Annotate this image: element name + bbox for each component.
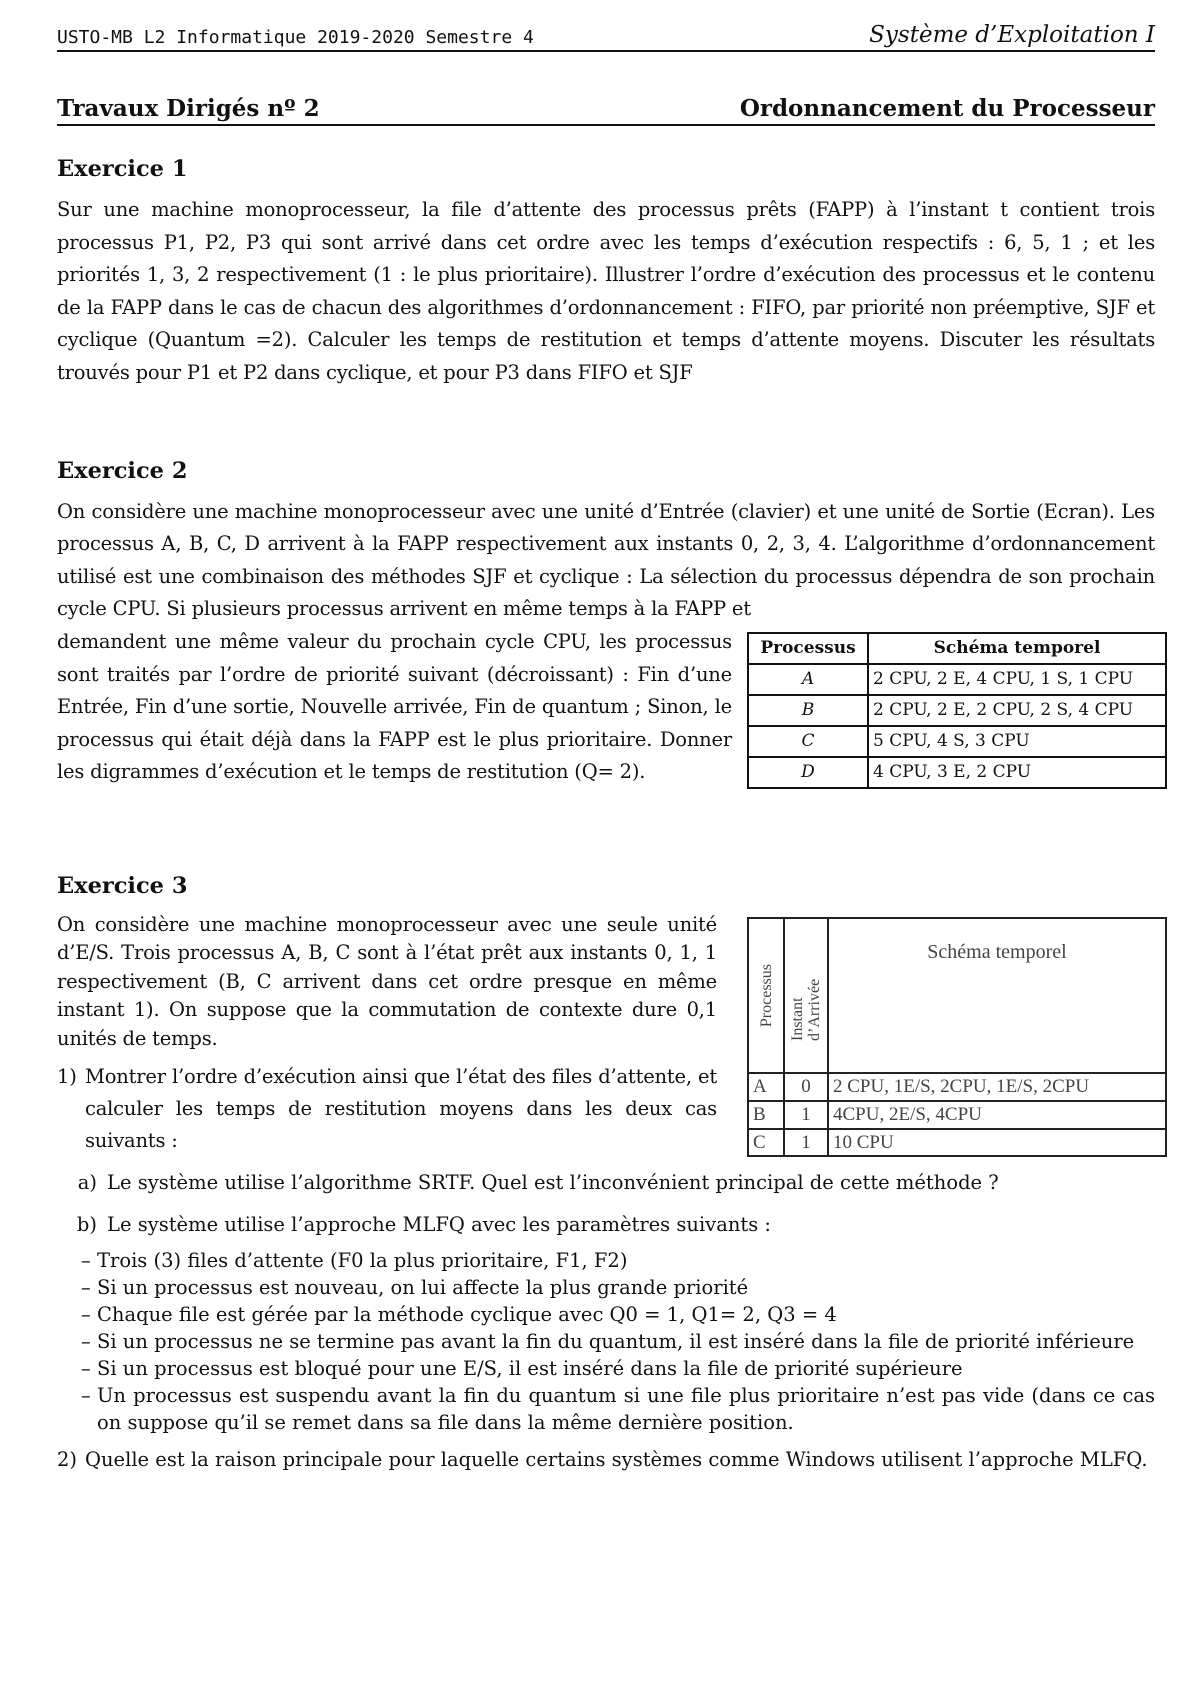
- question-2-number: 2): [57, 1448, 78, 1472]
- exercise-2-row: [57, 626, 1155, 789]
- question-1-number: 1): [57, 1065, 77, 1089]
- page-header: [57, 14, 1155, 52]
- mlfq-parameters: [81, 1247, 1155, 1436]
- process-schema: 2 CPU, 1E/S, 2CPU, 1E/S, 2CPU: [828, 1073, 1166, 1101]
- process-schema: 5 CPU, 4 S, 3 CPU: [868, 726, 1166, 757]
- table-header-schema: Schéma temporel: [828, 918, 1166, 1074]
- table-header-processus: Processus: [748, 633, 868, 664]
- table-header-row: [748, 918, 1166, 1074]
- list-item: – Un processus est suspendu avant la fin du quantum si une file plus prioritaire n’est pas vide (dans ce cas on suppose qu’il se remet dans sa file dans la même dernière position.: [81, 1384, 1155, 1435]
- exercise-1-text: Sur une machine monoprocesseur, la file d’attente des processus prêts (FAPP) à l’instant t contient trois processus P1, P2, P3 qui sont arrivé dans cet ordre avec les temps d’exécution respectifs : 6, 5, 1 ; et les priorités 1, 3, 2 respectivement (1 : le plus prioritaire). Illustrer l’ordre d’exécution des processus et le contenu de la FAPP dans le cas de chacun des algorithmes d’ordonnancement : FIFO, par priorité non préemptive, SJF et cyclique (Quantum =2). Calculer les temps de restitution et temps d’attente moyens. Discuter les résultats trouvés pour P1 et P2 dans cyclique, et pour P3 dans FIFO et SJF: [57, 198, 1155, 384]
- case-a-label: a): [77, 1171, 97, 1195]
- process-name: B: [748, 1101, 784, 1129]
- process-arrival: 0: [784, 1073, 828, 1101]
- list-item: – Trois (3) files d’attente (F0 la plus prioritaire, F1, F2): [81, 1249, 628, 1273]
- table-row: [748, 1073, 1166, 1101]
- process-name: A: [748, 1073, 784, 1101]
- course-info: USTO-MB L2 Informatique 2019-2020 Semestre 4: [57, 27, 534, 48]
- process-schema: 10 CPU: [828, 1129, 1166, 1157]
- exercise-1-heading: Exercice 1: [57, 156, 188, 182]
- exercise-3-row: [57, 911, 1155, 1158]
- table-row: [748, 1101, 1166, 1129]
- table-row: [748, 757, 1166, 788]
- case-b: [57, 1209, 1155, 1241]
- td-subject: Ordonnancement du Processeur: [739, 95, 1155, 122]
- table-row: [748, 1129, 1166, 1157]
- process-name: A: [748, 664, 868, 695]
- list-item: – Si un processus est nouveau, on lui affecte la plus grande priorité: [81, 1276, 749, 1300]
- process-name: C: [748, 1129, 784, 1157]
- process-schema: 4CPU, 2E/S, 4CPU: [828, 1101, 1166, 1129]
- exercise-3-heading: Exercice 3: [57, 872, 188, 899]
- question-1-text: Montrer l’ordre d’exécution ainsi que l’état des files d’attente, et calculer les temps de restitution moyens dans les deux cas suivants :: [85, 1065, 717, 1153]
- question-2: [57, 1444, 1155, 1476]
- list-item: – Chaque file est gérée par la méthode cyclique avec Q0 = 1, Q1= 2, Q3 = 4: [81, 1303, 837, 1327]
- question-2-text: Quelle est la raison principale pour laquelle certains systèmes comme Windows utilisent l’approche MLFQ.: [85, 1448, 1148, 1472]
- process-name: C: [748, 726, 868, 757]
- exercise-2-heading: Exercice 2: [57, 457, 188, 484]
- exercise-2-table: [747, 632, 1167, 789]
- process-name: D: [748, 757, 868, 788]
- document-page: [57, 14, 1155, 1476]
- list-item: – Si un processus est bloqué pour une E/S, il est inséré dans la file de priorité supérieure: [81, 1357, 963, 1381]
- exercise-2-text-left: demandent une même valeur du prochain cycle CPU, les processus sont traités par l’ordre de priorité suivant (décroissant) : Fin d’une Entrée, Fin d’une sortie, Nouvelle arrivée, Fin de quantum ; Sinon, le processus qui était déjà dans la FAPP est le plus prioritaire. Donner les digrammes d’exécution et le temps de restitution (Q= 2).: [57, 629, 732, 784]
- process-arrival: 1: [784, 1101, 828, 1129]
- table-row: [748, 695, 1166, 726]
- exercise-3-intro: On considère une machine monoprocesseur avec une seule unité d’E/S. Trois processus A, B, C sont à l’état prêt aux instants 0, 1, 1 respectivement (B, C arrivent dans cet ordre presque en même instant 1). On suppose que la commutation de contexte dure 0,1 unités de temps.: [57, 912, 717, 1050]
- case-a: [57, 1167, 1155, 1199]
- case-a-text: Le système utilise l’algorithme SRTF. Quel est l’inconvénient principal de cette méthode ?: [107, 1171, 999, 1195]
- process-schema: 4 CPU, 3 E, 2 CPU: [868, 757, 1166, 788]
- table-header-processus: Processus: [748, 918, 784, 1074]
- process-arrival: 1: [784, 1129, 828, 1157]
- table-row: [748, 664, 1166, 695]
- exercise-3-table: [747, 917, 1167, 1158]
- table-header-arrival: Instant d’Arrivée: [784, 918, 828, 1074]
- course-title: Système d’Exploitation I: [869, 22, 1155, 48]
- process-name: B: [748, 695, 868, 726]
- process-schema: 2 CPU, 2 E, 2 CPU, 2 S, 4 CPU: [868, 695, 1166, 726]
- exercise-3-left: [57, 911, 717, 1158]
- case-b-text: Le système utilise l’approche MLFQ avec les paramètres suivants :: [107, 1213, 771, 1237]
- table-header-schema: Schéma temporel: [868, 633, 1166, 664]
- case-b-label: b): [76, 1213, 97, 1237]
- table-header-row: [748, 633, 1166, 664]
- question-1-cases: [57, 1167, 1155, 1436]
- exercise-2-text-top: On considère une machine monoprocesseur avec une unité d’Entrée (clavier) et une unité de Sortie (Ecran). Les processus A, B, C, D arrivent à la FAPP respectivement aux instants 0, 2, 3, 4. L’algorithme d’ordonnancement utilisé est une combinaison des méthodes SJF et cyclique : La sélection du processus dépendra de son prochain cycle CPU. Si plusieurs processus arrivent en même temps à la FAPP et: [57, 499, 1155, 621]
- title-bar: [57, 90, 1155, 126]
- question-1: [57, 1061, 717, 1157]
- process-schema: 2 CPU, 2 E, 4 CPU, 1 S, 1 CPU: [868, 664, 1166, 695]
- table-row: [748, 726, 1166, 757]
- list-item: – Si un processus ne se termine pas avant la fin du quantum, il est inséré dans la file de priorité inférieure: [81, 1330, 1135, 1354]
- td-title: Travaux Dirigés nº 2: [57, 95, 320, 122]
